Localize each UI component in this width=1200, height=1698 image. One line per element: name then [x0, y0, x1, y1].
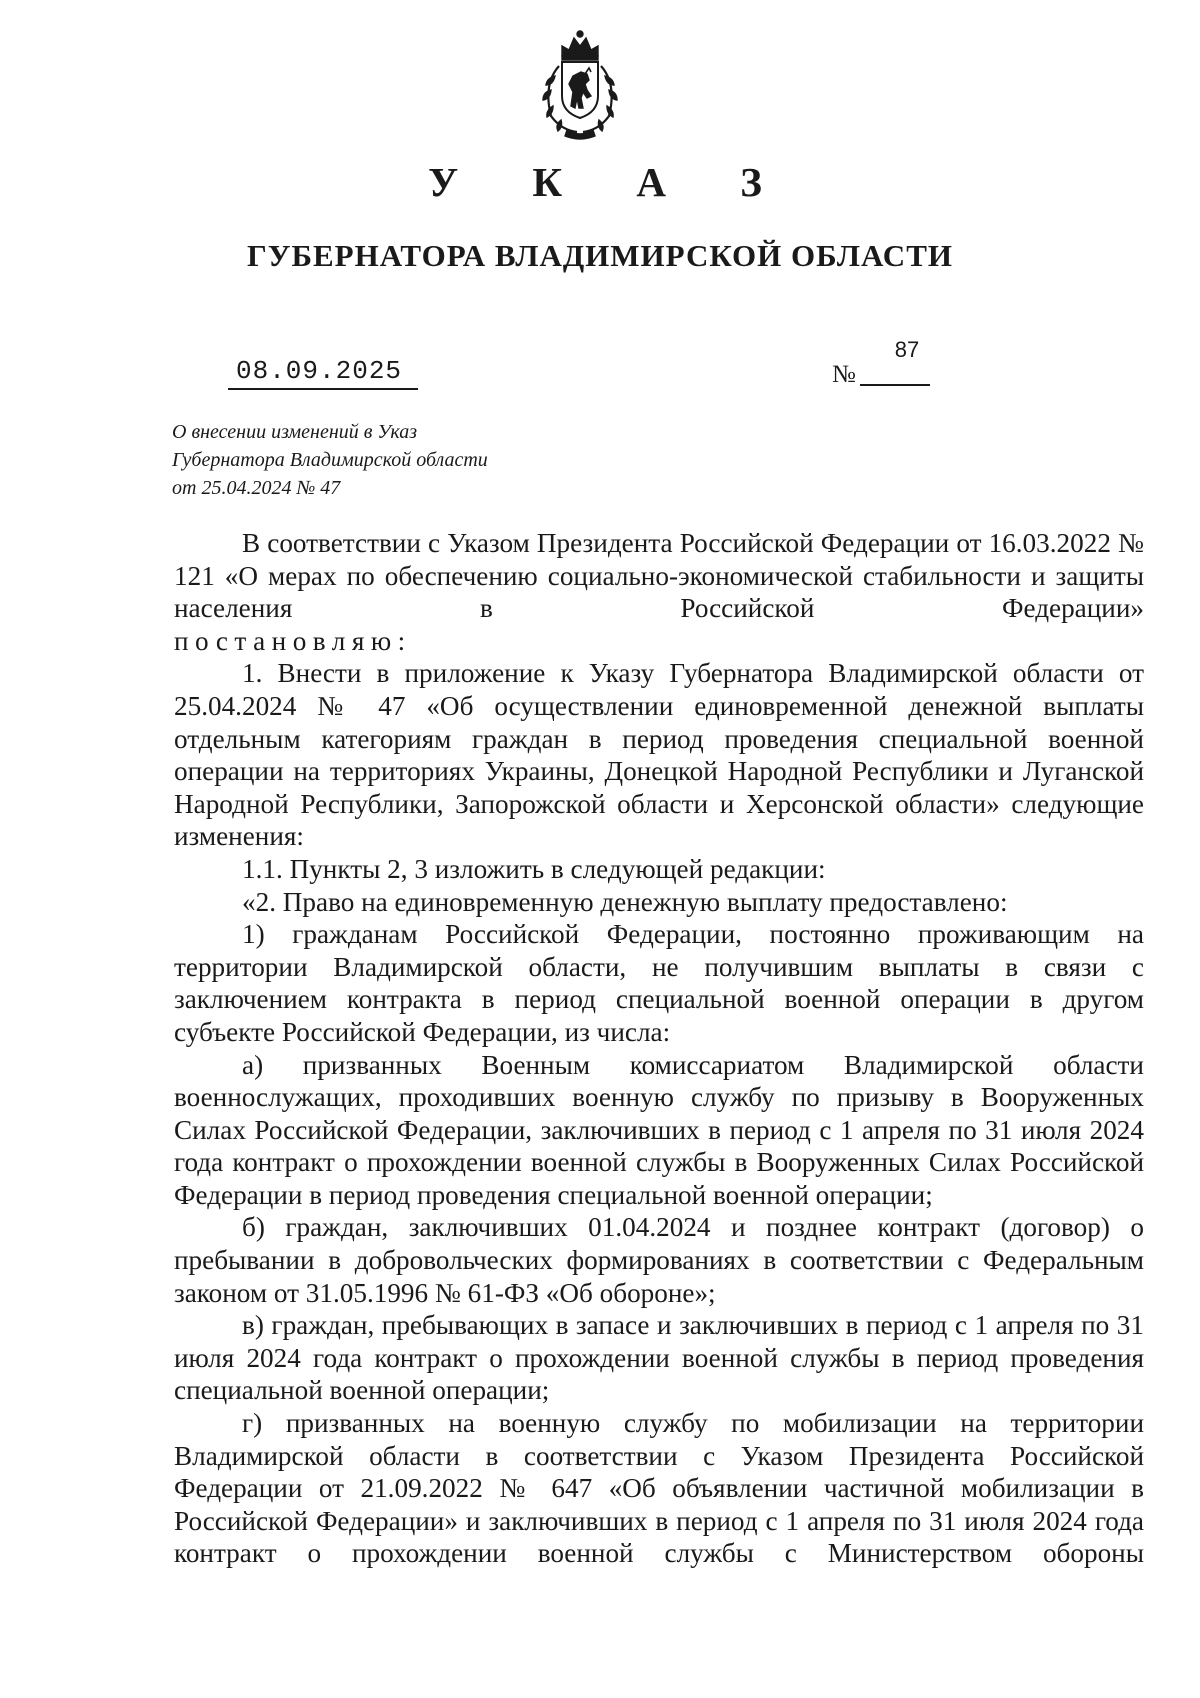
clause-paragraph: 1) гражданам Российской Федерации, постоянно проживающим на территории Владимирской области, не получившим выплаты в связи с заключением контракта в период специальной военной операции в другом субъекте Российской Федерации, из числа: — [174, 919, 1144, 1047]
subject-line: Губернатора Владимирской области — [172, 449, 488, 471]
coat-of-arms-icon — [529, 26, 631, 142]
clause-paragraph: г) призванных на военную службу по мобилизации на территории Владимирской области в соответствии с Указом Президента Российской Федерации от 21.09.2022 № 647 «Об объявлении частичной мобилизации в Российской Федерации» и заключивших в период с 1 апреля по 31 июля 2024 года контракт о прохождении военной службы с Министерством обороны — [174, 1408, 1144, 1569]
decree-word: постановляю: — [174, 625, 412, 656]
document-body — [174, 527, 1144, 1570]
subject-line: О внесении изменений в Указ — [172, 421, 418, 443]
document-subject — [172, 418, 692, 502]
clause-paragraph: 1.1. Пункты 2, 3 изложить в следующей редакции: — [242, 853, 826, 884]
document-date: 08.09.2025 — [236, 356, 403, 386]
clause-paragraph: а) призванных Военным комиссариатом Владимирской области военнослужащих, проходивших военную службу по призыву в Вооруженных Силах Российской Федерации, заключивших в период с 1 апреля по 31 июля 2024 года контракт о прохождении военной службы в Вооруженных Силах Российской Федерации в период проведения специальной военной операции; — [174, 1049, 1144, 1210]
date-underline — [228, 388, 418, 390]
number-sign: № — [832, 361, 856, 388]
document-number: 87 — [894, 337, 920, 362]
document-issuer: ГУБЕРНАТОРА ВЛАДИМИРСКОЙ ОБЛАСТИ — [247, 238, 953, 273]
preamble-paragraph: В соответствии с Указом Президента Российской Федерации от 16.03.2022 № 121 «О мерах по обеспечению социально-экономической стабильности и защиты населения в Российской Федерации» — [174, 528, 1144, 624]
clause-paragraph: в) граждан, пребывающих в запасе и заключивших в период с 1 апреля по 31 июля 2024 года контракт о прохождении военной службы в период проведения специальной военной операции; — [174, 1310, 1144, 1406]
subject-line: от 25.04.2024 № 47 — [172, 477, 341, 499]
document-title: У К А З — [428, 159, 794, 205]
clause-paragraph: «2. Право на единовременную денежную выплату предоставлено: — [242, 886, 1008, 917]
clause-paragraph: 1. Внести в приложение к Указу Губернатора Владимирской области от 25.04.2024 № 47 «Об осуществлении единовременной денежной выплаты отдельным категориям граждан в период проведения специальной военной операции на территориях Украины, Донецкой Народной Республики и Луганской Народной Республики, Запорожской области и Херсонской области» следующие изменения: — [174, 658, 1144, 852]
clause-paragraph: б) граждан, заключивших 01.04.2024 и позднее контракт (договор) о пребывании в добровольческих формированиях в соответствии с Федеральным законом от 31.05.1996 № 61-ФЗ «Об обороне»; — [174, 1212, 1144, 1308]
number-underline — [860, 384, 930, 386]
